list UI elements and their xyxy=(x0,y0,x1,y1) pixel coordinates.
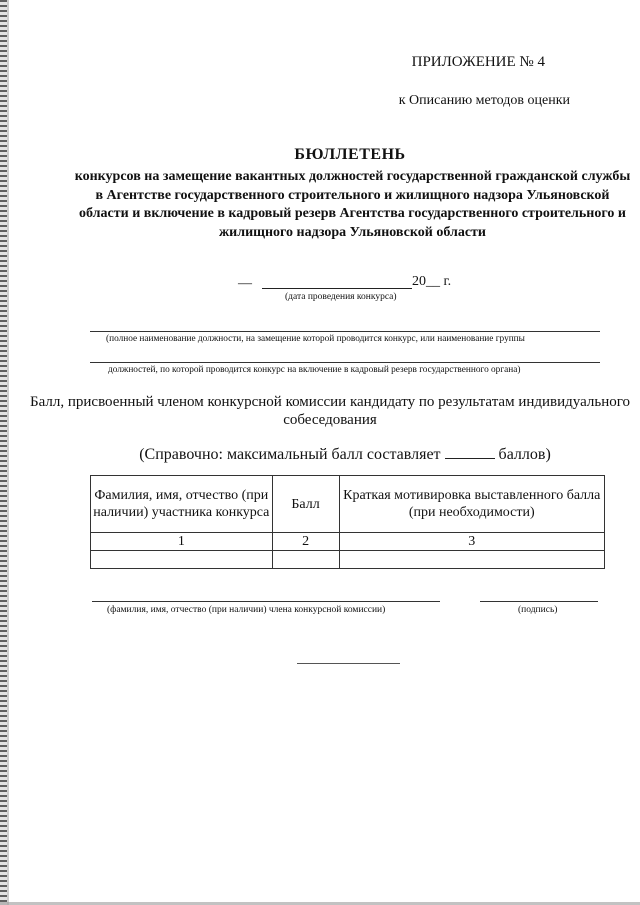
position-caption-line2: должностей, по которой проводится конкурс на включение в кадровый резерв государственного органа) xyxy=(108,365,521,375)
signature-line[interactable] xyxy=(480,601,598,602)
appendix-label: ПРИЛОЖЕНИЕ № 4 xyxy=(411,54,545,70)
position-caption-line1: (полное наименование должности, на замещение которой проводится конкурс, или наименование группы xyxy=(106,334,525,344)
closing-divider xyxy=(297,663,400,664)
date-prefix: — xyxy=(238,276,252,291)
signature-caption: (подпись) xyxy=(518,605,558,615)
date-blank-line[interactable] xyxy=(262,288,412,289)
column-number-1: 1 xyxy=(91,533,273,551)
document-subtitle: конкурсов на замещение вакантных должностей государственной гражданской службы в Агентстве государственного строительного и жилищного надзора Ульяновской области и включение в кадровый резерв Агентства государственного строительного и жилищного надзора Ульяновской области xyxy=(74,169,631,240)
max-score-blank[interactable] xyxy=(445,444,495,459)
column-number-2: 2 xyxy=(272,533,339,551)
position-blank-line-1[interactable] xyxy=(90,331,600,332)
document-title: БЮЛЛЕТЕНЬ xyxy=(294,146,406,163)
date-year: 20__ г. xyxy=(412,274,452,289)
reference-note xyxy=(0,444,640,464)
header-motivation: Краткая мотивировка выставленного балла (при необходимости) xyxy=(339,476,605,533)
header-score: Балл xyxy=(272,476,339,533)
date-caption: (дата проведения конкурса) xyxy=(285,292,397,302)
table-header-row xyxy=(91,476,605,533)
position-blank-line-2[interactable] xyxy=(90,362,600,363)
appendix-reference: к Описанию методов оценки xyxy=(398,93,570,108)
table-row xyxy=(91,551,605,569)
name-caption: (фамилия, имя, отчество (при наличии) члена конкурсной комиссии) xyxy=(107,605,386,615)
header-participant: Фамилия, имя, отчество (при наличии) участника конкурса xyxy=(91,476,273,533)
score-table xyxy=(90,475,605,569)
column-number-3: 3 xyxy=(339,533,605,551)
reference-after: баллов) xyxy=(498,446,551,463)
score-cell[interactable] xyxy=(272,551,339,569)
reference-before: (Справочно: максимальный балл составляет xyxy=(139,446,441,463)
name-signature-line[interactable] xyxy=(92,601,440,602)
table-number-row xyxy=(91,533,605,551)
score-caption: Балл, присвоенный членом конкурсной комиссии кандидату по результатам индивидуального собеседования xyxy=(29,394,631,428)
motivation-cell[interactable] xyxy=(339,551,605,569)
participant-cell[interactable] xyxy=(91,551,273,569)
